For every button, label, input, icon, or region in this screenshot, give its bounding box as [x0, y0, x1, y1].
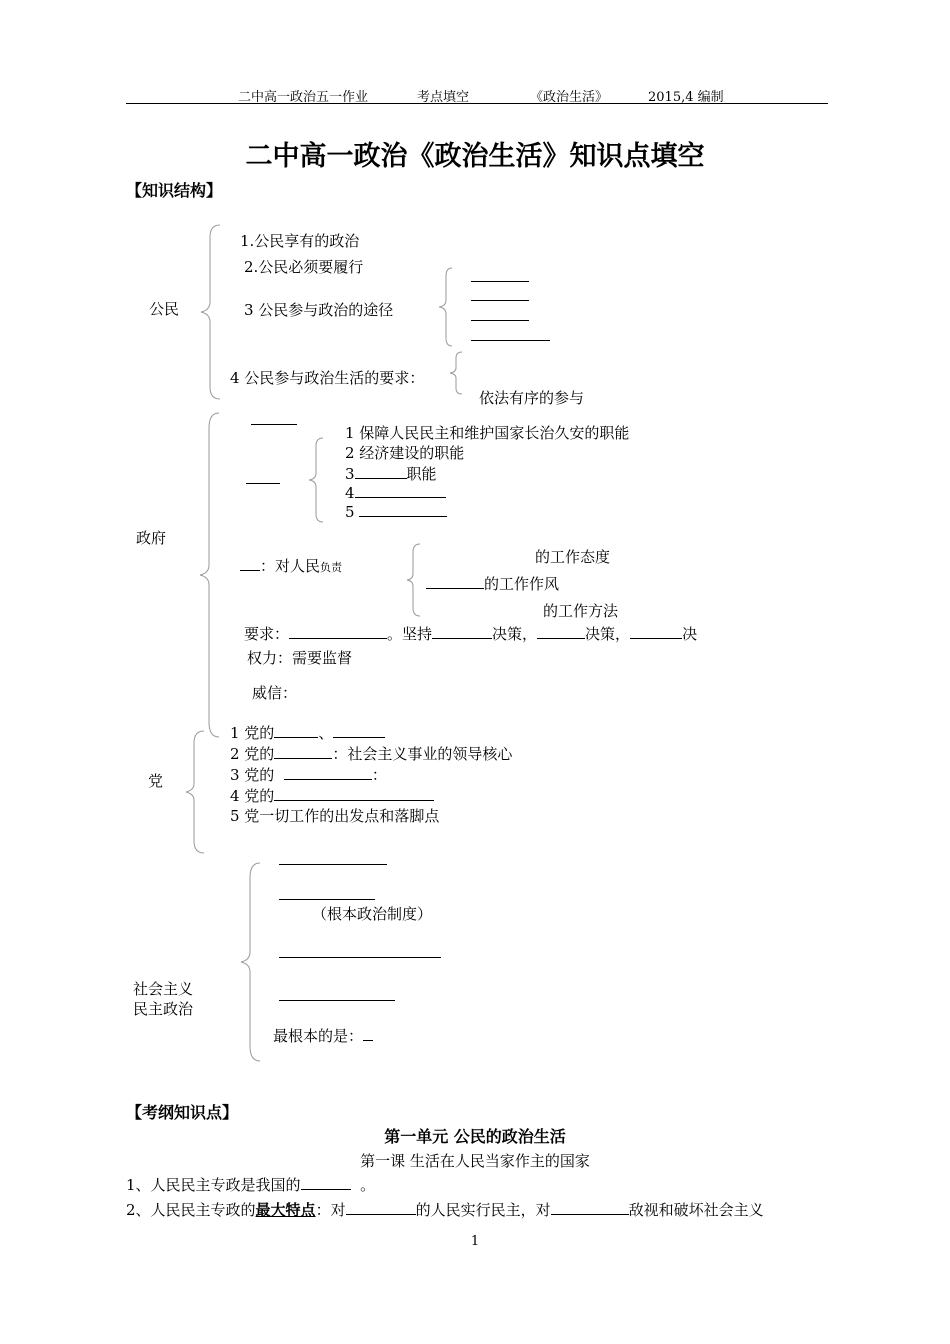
question-1-blank[interactable] — [301, 1175, 351, 1190]
socialism-blank-4[interactable] — [279, 1000, 395, 1001]
function-5: 5 — [345, 502, 447, 521]
function-3: 3 职能 — [345, 465, 437, 483]
party-item-3-blank[interactable] — [284, 765, 372, 780]
function-5-blank[interactable] — [359, 502, 447, 517]
party-item-4: 4 党的 — [230, 785, 434, 806]
socialism-blank-3[interactable] — [279, 957, 441, 958]
work-style-blank[interactable] — [426, 574, 484, 589]
citizen-brace — [196, 222, 226, 402]
socialism-root-system-note: （根本政治制度） — [312, 905, 433, 923]
function-2: 2 经济建设的职能 — [345, 444, 465, 462]
party-brace — [182, 728, 210, 856]
lesson-title: 第一课 生活在人民当家作主的国家 — [360, 1152, 590, 1170]
functions-brace — [305, 436, 327, 524]
socialism-blank-1[interactable] — [279, 864, 387, 865]
page-title: 二中高一政治《政治生活》知识点填空 — [245, 141, 705, 172]
work-method: 的工作方法 — [543, 602, 619, 620]
citizen-label: 公民 — [149, 300, 180, 318]
function-4-blank[interactable] — [355, 483, 446, 498]
party-item-4-blank[interactable] — [274, 786, 434, 801]
requirement-blank-1[interactable] — [289, 624, 387, 639]
function-4: 4 — [345, 483, 446, 502]
socialism-label-line-1: 社会主义 — [133, 980, 194, 998]
government-label: 政府 — [136, 529, 167, 547]
participation-brace — [436, 266, 458, 348]
citizen-item-3: 3 公民参与政治的途径 — [244, 301, 394, 319]
party-item-1: 1 党的 、 — [230, 722, 385, 743]
section-heading-outline: 【考纲知识点】 — [126, 1103, 239, 1122]
government-brace — [195, 410, 225, 740]
question-1: 1、人民民主专政是我国的 。 — [126, 1176, 376, 1194]
government-blank-top[interactable] — [251, 424, 297, 425]
header-date: 2015,4 编制 — [648, 90, 724, 105]
header-doc-name: 二中高一政治五一作业 — [238, 90, 369, 105]
government-duty: ：对人民负责 — [240, 555, 342, 576]
function-3-blank[interactable] — [355, 464, 407, 479]
party-item-1-blank-b[interactable] — [333, 723, 385, 738]
work-style: 的工作作风 — [426, 573, 559, 594]
citizen-item-4: 4 公民参与政治生活的要求： — [230, 369, 425, 387]
government-requirement: 要求： 。坚持 决策， 决策， 决 — [244, 625, 698, 643]
duty-blank[interactable] — [240, 556, 260, 571]
party-item-3: 3 党的 ： — [230, 766, 387, 784]
work-attitude: 的工作态度 — [535, 548, 611, 566]
socialism-label-line-2: 民主政治 — [133, 1000, 194, 1018]
party-label: 党 — [148, 772, 164, 790]
participation-blank-1[interactable] — [471, 281, 529, 282]
participation-blank-3[interactable] — [471, 320, 529, 321]
requirement-brace — [446, 350, 468, 396]
government-function-blank[interactable] — [246, 483, 280, 484]
government-power: 权力：需要监督 — [247, 649, 353, 667]
question-2: 2、人民民主专政的最大特点：对 的人民实行民主，对 敌视和破坏社会主义 — [126, 1201, 764, 1219]
header-rule — [126, 103, 828, 104]
participation-blank-2[interactable] — [471, 300, 529, 301]
most-basic-blank[interactable] — [363, 1026, 373, 1041]
section-heading-structure: 【知识结构】 — [126, 181, 223, 200]
party-item-5: 5 党一切工作的出发点和落脚点 — [230, 807, 440, 825]
socialism-most-basic: 最根本的是： — [273, 1025, 373, 1046]
requirement-blank-3[interactable] — [537, 624, 585, 639]
participation-blank-4[interactable] — [471, 340, 550, 341]
function-1: 1 保障人民民主和维护国家长治久安的职能 — [345, 424, 630, 442]
work-brace — [404, 542, 426, 618]
party-item-2: 2 党的 ：社会主义事业的领导核心 — [230, 745, 513, 763]
citizen-item-2: 2.公民必须要履行 — [244, 258, 364, 276]
requirement-lawful: 依法有序的参与 — [479, 389, 585, 407]
party-item-2-blank[interactable] — [274, 744, 332, 759]
header-topic: 考点填空 — [417, 90, 470, 105]
page-number: 1 — [470, 1234, 480, 1249]
requirement-blank-2[interactable] — [432, 624, 492, 639]
requirement-blank-4[interactable] — [630, 624, 682, 639]
citizen-item-1: 1.公民享有的政治 — [240, 232, 360, 250]
socialism-blank-2[interactable] — [279, 899, 375, 900]
socialism-brace — [236, 860, 266, 1065]
header-book: 《政治生活》 — [530, 90, 609, 105]
question-2-blank-b[interactable] — [551, 1200, 629, 1215]
question-2-blank-a[interactable] — [346, 1200, 416, 1215]
unit-title: 第一单元 公民的政治生活 — [384, 1127, 566, 1146]
party-item-1-blank-a[interactable] — [274, 723, 318, 738]
government-prestige: 威信： — [252, 684, 298, 702]
